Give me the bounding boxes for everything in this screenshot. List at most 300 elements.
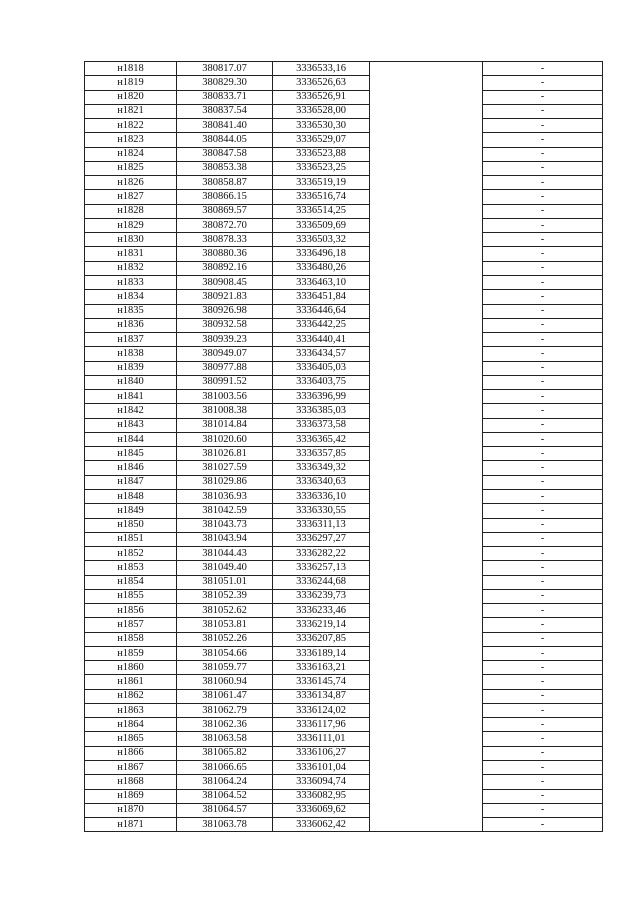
note-cell: - xyxy=(483,689,603,703)
table-row xyxy=(85,761,603,775)
note-cell: - xyxy=(483,119,603,133)
y-coordinate-cell: 3336134,87 xyxy=(273,689,370,703)
note-cell: - xyxy=(483,789,603,803)
note-cell: - xyxy=(483,661,603,675)
table-row xyxy=(85,475,603,489)
y-coordinate-cell: 3336189,14 xyxy=(273,646,370,660)
empty-cell xyxy=(370,190,483,204)
point-id-cell: н1835 xyxy=(85,304,177,318)
note-cell: - xyxy=(483,718,603,732)
note-cell: - xyxy=(483,147,603,161)
y-coordinate-cell: 3336440,41 xyxy=(273,333,370,347)
note-cell: - xyxy=(483,304,603,318)
y-coordinate-cell: 3336330,55 xyxy=(273,504,370,518)
point-id-cell: н1833 xyxy=(85,275,177,289)
table-row xyxy=(85,575,603,589)
x-coordinate-cell: 381029.86 xyxy=(177,475,273,489)
point-id-cell: н1830 xyxy=(85,233,177,247)
table-row xyxy=(85,632,603,646)
empty-cell xyxy=(370,218,483,232)
y-coordinate-cell: 3336396,99 xyxy=(273,390,370,404)
y-coordinate-cell: 3336207,85 xyxy=(273,632,370,646)
point-id-cell: н1858 xyxy=(85,632,177,646)
table-row xyxy=(85,418,603,432)
point-id-cell: н1840 xyxy=(85,375,177,389)
point-id-cell: н1839 xyxy=(85,361,177,375)
empty-cell xyxy=(370,318,483,332)
x-coordinate-cell: 381043.94 xyxy=(177,532,273,546)
empty-cell xyxy=(370,632,483,646)
x-coordinate-cell: 380866.15 xyxy=(177,190,273,204)
empty-cell xyxy=(370,76,483,90)
table-row xyxy=(85,646,603,660)
x-coordinate-cell: 381064.57 xyxy=(177,803,273,817)
point-id-cell: н1861 xyxy=(85,675,177,689)
x-coordinate-cell: 380837.54 xyxy=(177,104,273,118)
point-id-cell: н1834 xyxy=(85,290,177,304)
table-row xyxy=(85,119,603,133)
point-id-cell: н1854 xyxy=(85,575,177,589)
table-row xyxy=(85,547,603,561)
x-coordinate-cell: 381052.39 xyxy=(177,589,273,603)
x-coordinate-cell: 381060.94 xyxy=(177,675,273,689)
empty-cell xyxy=(370,589,483,603)
note-cell: - xyxy=(483,561,603,575)
note-cell: - xyxy=(483,532,603,546)
empty-cell xyxy=(370,489,483,503)
x-coordinate-cell: 381065.82 xyxy=(177,746,273,760)
note-cell: - xyxy=(483,675,603,689)
empty-cell xyxy=(370,561,483,575)
table-row xyxy=(85,518,603,532)
point-id-cell: н1848 xyxy=(85,489,177,503)
y-coordinate-cell: 3336117,96 xyxy=(273,718,370,732)
y-coordinate-cell: 3336516,74 xyxy=(273,190,370,204)
point-id-cell: н1846 xyxy=(85,461,177,475)
empty-cell xyxy=(370,532,483,546)
y-coordinate-cell: 3336311,13 xyxy=(273,518,370,532)
table-row xyxy=(85,447,603,461)
y-coordinate-cell: 3336403,75 xyxy=(273,375,370,389)
empty-cell xyxy=(370,333,483,347)
x-coordinate-cell: 381054.66 xyxy=(177,646,273,660)
empty-cell xyxy=(370,475,483,489)
y-coordinate-cell: 3336523,88 xyxy=(273,147,370,161)
point-id-cell: н1827 xyxy=(85,190,177,204)
note-cell: - xyxy=(483,261,603,275)
y-coordinate-cell: 3336451,84 xyxy=(273,290,370,304)
empty-cell xyxy=(370,261,483,275)
point-id-cell: н1818 xyxy=(85,62,177,76)
y-coordinate-cell: 3336336,10 xyxy=(273,489,370,503)
y-coordinate-cell: 3336282,22 xyxy=(273,547,370,561)
point-id-cell: н1838 xyxy=(85,347,177,361)
y-coordinate-cell: 3336528,00 xyxy=(273,104,370,118)
x-coordinate-cell: 381059.77 xyxy=(177,661,273,675)
y-coordinate-cell: 3336101,04 xyxy=(273,761,370,775)
empty-cell xyxy=(370,604,483,618)
point-id-cell: н1855 xyxy=(85,589,177,603)
x-coordinate-cell: 381049.40 xyxy=(177,561,273,575)
table-row xyxy=(85,90,603,104)
note-cell: - xyxy=(483,161,603,175)
empty-cell xyxy=(370,347,483,361)
x-coordinate-cell: 381061.47 xyxy=(177,689,273,703)
empty-cell xyxy=(370,418,483,432)
empty-cell xyxy=(370,547,483,561)
table-row xyxy=(85,504,603,518)
y-coordinate-cell: 3336446,64 xyxy=(273,304,370,318)
y-coordinate-cell: 3336094,74 xyxy=(273,775,370,789)
note-cell: - xyxy=(483,62,603,76)
table-row xyxy=(85,104,603,118)
point-id-cell: н1836 xyxy=(85,318,177,332)
x-coordinate-cell: 380977.88 xyxy=(177,361,273,375)
y-coordinate-cell: 3336514,25 xyxy=(273,204,370,218)
table-row xyxy=(85,489,603,503)
x-coordinate-cell: 381008.38 xyxy=(177,404,273,418)
y-coordinate-cell: 3336373,58 xyxy=(273,418,370,432)
point-id-cell: н1866 xyxy=(85,746,177,760)
note-cell: - xyxy=(483,190,603,204)
note-cell: - xyxy=(483,290,603,304)
point-id-cell: н1863 xyxy=(85,703,177,717)
table-row xyxy=(85,261,603,275)
x-coordinate-cell: 380869.57 xyxy=(177,204,273,218)
empty-cell xyxy=(370,504,483,518)
table-row xyxy=(85,775,603,789)
y-coordinate-cell: 3336526,63 xyxy=(273,76,370,90)
empty-cell xyxy=(370,803,483,817)
y-coordinate-cell: 3336442,25 xyxy=(273,318,370,332)
table-row xyxy=(85,361,603,375)
note-cell: - xyxy=(483,432,603,446)
point-id-cell: н1867 xyxy=(85,761,177,775)
y-coordinate-cell: 3336219,14 xyxy=(273,618,370,632)
x-coordinate-cell: 381043.73 xyxy=(177,518,273,532)
note-cell: - xyxy=(483,504,603,518)
point-id-cell: н1860 xyxy=(85,661,177,675)
empty-cell xyxy=(370,147,483,161)
empty-cell xyxy=(370,732,483,746)
empty-cell xyxy=(370,618,483,632)
empty-cell xyxy=(370,390,483,404)
empty-cell xyxy=(370,818,483,832)
table-row xyxy=(85,689,603,703)
table-row xyxy=(85,818,603,832)
x-coordinate-cell: 380853.38 xyxy=(177,161,273,175)
note-cell: - xyxy=(483,475,603,489)
note-cell: - xyxy=(483,76,603,90)
empty-cell xyxy=(370,746,483,760)
x-coordinate-cell: 380932.58 xyxy=(177,318,273,332)
table-row xyxy=(85,604,603,618)
x-coordinate-cell: 380844.05 xyxy=(177,133,273,147)
point-id-cell: н1819 xyxy=(85,76,177,90)
empty-cell xyxy=(370,703,483,717)
point-id-cell: н1849 xyxy=(85,504,177,518)
x-coordinate-cell: 381003.56 xyxy=(177,390,273,404)
point-id-cell: н1844 xyxy=(85,432,177,446)
point-id-cell: н1825 xyxy=(85,161,177,175)
note-cell: - xyxy=(483,247,603,261)
y-coordinate-cell: 3336385,03 xyxy=(273,404,370,418)
table-row xyxy=(85,304,603,318)
empty-cell xyxy=(370,575,483,589)
empty-cell xyxy=(370,247,483,261)
point-id-cell: н1857 xyxy=(85,618,177,632)
note-cell: - xyxy=(483,275,603,289)
x-coordinate-cell: 380847.58 xyxy=(177,147,273,161)
empty-cell xyxy=(370,689,483,703)
x-coordinate-cell: 381042.59 xyxy=(177,504,273,518)
table-row xyxy=(85,375,603,389)
point-id-cell: н1831 xyxy=(85,247,177,261)
y-coordinate-cell: 3336434,57 xyxy=(273,347,370,361)
y-coordinate-cell: 3336496,18 xyxy=(273,247,370,261)
table-row xyxy=(85,432,603,446)
x-coordinate-cell: 380939.23 xyxy=(177,333,273,347)
note-cell: - xyxy=(483,361,603,375)
empty-cell xyxy=(370,104,483,118)
table-row xyxy=(85,133,603,147)
empty-cell xyxy=(370,304,483,318)
y-coordinate-cell: 3336519,19 xyxy=(273,176,370,190)
y-coordinate-cell: 3336349,32 xyxy=(273,461,370,475)
point-id-cell: н1870 xyxy=(85,803,177,817)
table-row xyxy=(85,247,603,261)
x-coordinate-cell: 381053.81 xyxy=(177,618,273,632)
table-row xyxy=(85,147,603,161)
x-coordinate-cell: 380829.30 xyxy=(177,76,273,90)
table-row xyxy=(85,675,603,689)
point-id-cell: н1822 xyxy=(85,119,177,133)
empty-cell xyxy=(370,133,483,147)
point-id-cell: н1843 xyxy=(85,418,177,432)
y-coordinate-cell: 3336523,25 xyxy=(273,161,370,175)
table-row xyxy=(85,732,603,746)
point-id-cell: н1864 xyxy=(85,718,177,732)
table-row xyxy=(85,718,603,732)
empty-cell xyxy=(370,404,483,418)
x-coordinate-cell: 380841.40 xyxy=(177,119,273,133)
y-coordinate-cell: 3336239,73 xyxy=(273,589,370,603)
table-row xyxy=(85,176,603,190)
x-coordinate-cell: 380949.07 xyxy=(177,347,273,361)
y-coordinate-cell: 3336509,69 xyxy=(273,218,370,232)
note-cell: - xyxy=(483,518,603,532)
empty-cell xyxy=(370,290,483,304)
table-row xyxy=(85,218,603,232)
empty-cell xyxy=(370,432,483,446)
table-row xyxy=(85,190,603,204)
note-cell: - xyxy=(483,632,603,646)
note-cell: - xyxy=(483,818,603,832)
note-cell: - xyxy=(483,575,603,589)
x-coordinate-cell: 380880.36 xyxy=(177,247,273,261)
x-coordinate-cell: 381064.52 xyxy=(177,789,273,803)
y-coordinate-cell: 3336480,26 xyxy=(273,261,370,275)
note-cell: - xyxy=(483,318,603,332)
point-id-cell: н1852 xyxy=(85,547,177,561)
table-row xyxy=(85,333,603,347)
point-id-cell: н1829 xyxy=(85,218,177,232)
y-coordinate-cell: 3336463,10 xyxy=(273,275,370,289)
y-coordinate-cell: 3336530,30 xyxy=(273,119,370,133)
note-cell: - xyxy=(483,732,603,746)
y-coordinate-cell: 3336145,74 xyxy=(273,675,370,689)
table-row xyxy=(85,589,603,603)
note-cell: - xyxy=(483,589,603,603)
x-coordinate-cell: 380872.70 xyxy=(177,218,273,232)
y-coordinate-cell: 3336526,91 xyxy=(273,90,370,104)
note-cell: - xyxy=(483,218,603,232)
point-id-cell: н1821 xyxy=(85,104,177,118)
empty-cell xyxy=(370,119,483,133)
y-coordinate-cell: 3336062,42 xyxy=(273,818,370,832)
note-cell: - xyxy=(483,775,603,789)
table-row xyxy=(85,318,603,332)
table-row xyxy=(85,76,603,90)
x-coordinate-cell: 381062.36 xyxy=(177,718,273,732)
table-row xyxy=(85,290,603,304)
table-row xyxy=(85,746,603,760)
note-cell: - xyxy=(483,333,603,347)
empty-cell xyxy=(370,375,483,389)
x-coordinate-cell: 381020.60 xyxy=(177,432,273,446)
empty-cell xyxy=(370,661,483,675)
table-row xyxy=(85,275,603,289)
x-coordinate-cell: 381066.65 xyxy=(177,761,273,775)
x-coordinate-cell: 380858.87 xyxy=(177,176,273,190)
point-id-cell: н1826 xyxy=(85,176,177,190)
empty-cell xyxy=(370,447,483,461)
coordinates-table xyxy=(84,61,603,832)
point-id-cell: н1853 xyxy=(85,561,177,575)
point-id-cell: н1859 xyxy=(85,646,177,660)
x-coordinate-cell: 380926.98 xyxy=(177,304,273,318)
point-id-cell: н1828 xyxy=(85,204,177,218)
y-coordinate-cell: 3336533,16 xyxy=(273,62,370,76)
y-coordinate-cell: 3336529,07 xyxy=(273,133,370,147)
note-cell: - xyxy=(483,204,603,218)
table-row xyxy=(85,390,603,404)
x-coordinate-cell: 381014.84 xyxy=(177,418,273,432)
point-id-cell: н1823 xyxy=(85,133,177,147)
point-id-cell: н1850 xyxy=(85,518,177,532)
empty-cell xyxy=(370,646,483,660)
note-cell: - xyxy=(483,761,603,775)
empty-cell xyxy=(370,775,483,789)
x-coordinate-cell: 381027.59 xyxy=(177,461,273,475)
table-row xyxy=(85,703,603,717)
point-id-cell: н1841 xyxy=(85,390,177,404)
note-cell: - xyxy=(483,418,603,432)
note-cell: - xyxy=(483,404,603,418)
note-cell: - xyxy=(483,233,603,247)
note-cell: - xyxy=(483,390,603,404)
point-id-cell: н1851 xyxy=(85,532,177,546)
table-row xyxy=(85,789,603,803)
x-coordinate-cell: 381051.01 xyxy=(177,575,273,589)
x-coordinate-cell: 380833.71 xyxy=(177,90,273,104)
coordinates-table-body xyxy=(85,62,603,832)
y-coordinate-cell: 3336365,42 xyxy=(273,432,370,446)
x-coordinate-cell: 381062.79 xyxy=(177,703,273,717)
point-id-cell: н1847 xyxy=(85,475,177,489)
note-cell: - xyxy=(483,90,603,104)
y-coordinate-cell: 3336069,62 xyxy=(273,803,370,817)
y-coordinate-cell: 3336106,27 xyxy=(273,746,370,760)
note-cell: - xyxy=(483,803,603,817)
x-coordinate-cell: 381036.93 xyxy=(177,489,273,503)
note-cell: - xyxy=(483,176,603,190)
note-cell: - xyxy=(483,447,603,461)
y-coordinate-cell: 3336357,85 xyxy=(273,447,370,461)
y-coordinate-cell: 3336257,13 xyxy=(273,561,370,575)
point-id-cell: н1837 xyxy=(85,333,177,347)
x-coordinate-cell: 381052.26 xyxy=(177,632,273,646)
note-cell: - xyxy=(483,746,603,760)
x-coordinate-cell: 380991.52 xyxy=(177,375,273,389)
empty-cell xyxy=(370,90,483,104)
x-coordinate-cell: 381052.62 xyxy=(177,604,273,618)
x-coordinate-cell: 381044.43 xyxy=(177,547,273,561)
y-coordinate-cell: 3336124,02 xyxy=(273,703,370,717)
y-coordinate-cell: 3336405,03 xyxy=(273,361,370,375)
y-coordinate-cell: 3336244,68 xyxy=(273,575,370,589)
empty-cell xyxy=(370,461,483,475)
point-id-cell: н1824 xyxy=(85,147,177,161)
note-cell: - xyxy=(483,703,603,717)
y-coordinate-cell: 3336297,27 xyxy=(273,532,370,546)
table-row xyxy=(85,532,603,546)
empty-cell xyxy=(370,675,483,689)
table-row xyxy=(85,204,603,218)
y-coordinate-cell: 3336111,01 xyxy=(273,732,370,746)
table-row xyxy=(85,803,603,817)
y-coordinate-cell: 3336340,63 xyxy=(273,475,370,489)
note-cell: - xyxy=(483,133,603,147)
note-cell: - xyxy=(483,618,603,632)
table-row xyxy=(85,233,603,247)
point-id-cell: н1862 xyxy=(85,689,177,703)
note-cell: - xyxy=(483,347,603,361)
x-coordinate-cell: 380817.07 xyxy=(177,62,273,76)
x-coordinate-cell: 380908.45 xyxy=(177,275,273,289)
empty-cell xyxy=(370,233,483,247)
empty-cell xyxy=(370,176,483,190)
empty-cell xyxy=(370,789,483,803)
point-id-cell: н1869 xyxy=(85,789,177,803)
point-id-cell: н1820 xyxy=(85,90,177,104)
table-row xyxy=(85,661,603,675)
point-id-cell: н1845 xyxy=(85,447,177,461)
table-row xyxy=(85,618,603,632)
table-row xyxy=(85,62,603,76)
x-coordinate-cell: 381063.78 xyxy=(177,818,273,832)
y-coordinate-cell: 3336082,95 xyxy=(273,789,370,803)
x-coordinate-cell: 380892.16 xyxy=(177,261,273,275)
empty-cell xyxy=(370,361,483,375)
point-id-cell: н1832 xyxy=(85,261,177,275)
x-coordinate-cell: 381064.24 xyxy=(177,775,273,789)
note-cell: - xyxy=(483,461,603,475)
note-cell: - xyxy=(483,646,603,660)
y-coordinate-cell: 3336503,32 xyxy=(273,233,370,247)
point-id-cell: н1856 xyxy=(85,604,177,618)
y-coordinate-cell: 3336233,46 xyxy=(273,604,370,618)
